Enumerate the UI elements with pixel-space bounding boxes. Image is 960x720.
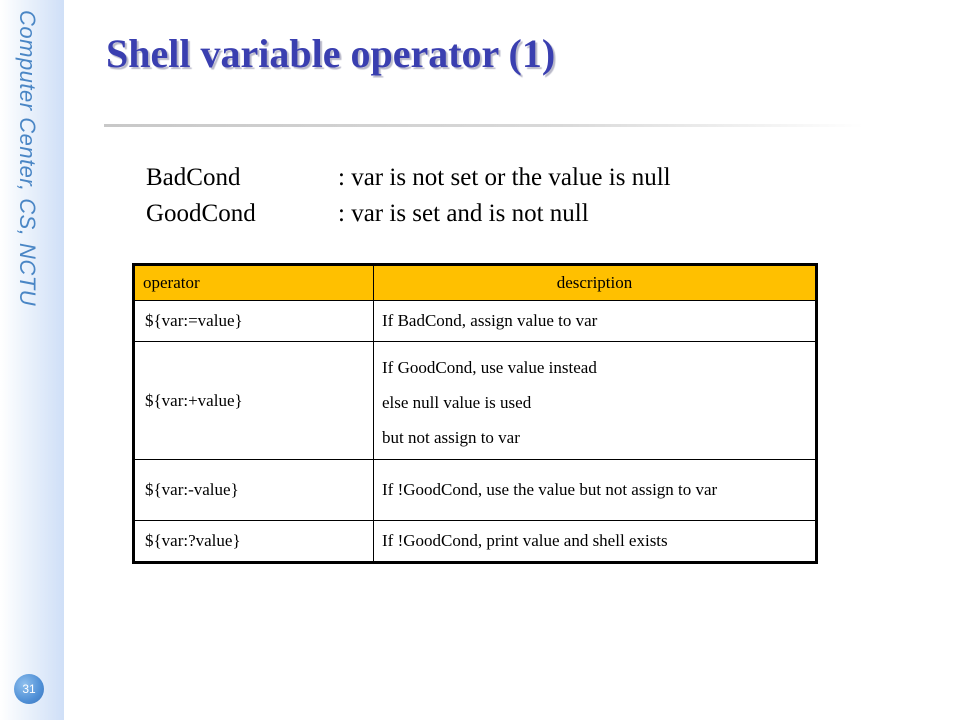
table-row xyxy=(134,460,817,521)
description-line: If !GoodCond, print value and shell exists xyxy=(382,531,668,550)
condition-description: : var is not set or the value is null xyxy=(338,164,671,191)
operator-table-container xyxy=(132,263,818,564)
condition-description: : var is set and is not null xyxy=(338,200,589,227)
description-cell xyxy=(374,301,817,342)
condition-row-goodcond xyxy=(146,196,671,232)
description-line: If !GoodCond, use the value but not assign to var xyxy=(382,480,718,499)
description-cell xyxy=(374,521,817,563)
column-header-operator: operator xyxy=(134,265,374,301)
title-divider xyxy=(104,124,864,127)
condition-name: BadCond xyxy=(146,164,241,191)
description-line: If BadCond, assign value to var xyxy=(382,311,598,330)
condition-row-badcond xyxy=(146,160,671,196)
table-row xyxy=(134,301,817,342)
operator-cell: ${var:+value} xyxy=(134,342,374,460)
slide-title: Shell variable operator (1) xyxy=(106,31,556,76)
conditions-block xyxy=(146,160,671,232)
page-number-badge: 31 xyxy=(14,674,44,704)
operator-table xyxy=(132,263,818,564)
description-line: If GoodCond, use value instead xyxy=(382,358,597,377)
description-line: but not assign to var xyxy=(382,428,520,447)
sidebar xyxy=(0,0,64,720)
table-header-row xyxy=(134,265,817,301)
condition-name: GoodCond xyxy=(146,200,256,227)
sidebar-org-text: Computer Center, CS, NCTU xyxy=(15,10,40,307)
description-cell xyxy=(374,460,817,521)
operator-cell: ${var:-value} xyxy=(134,460,374,521)
table-row xyxy=(134,342,817,460)
table-row xyxy=(134,521,817,563)
operator-cell: ${var:?value} xyxy=(134,521,374,563)
operator-cell: ${var:=value} xyxy=(134,301,374,342)
description-line: else null value is used xyxy=(382,393,532,412)
column-header-description: description xyxy=(374,265,817,301)
description-cell xyxy=(374,342,817,460)
